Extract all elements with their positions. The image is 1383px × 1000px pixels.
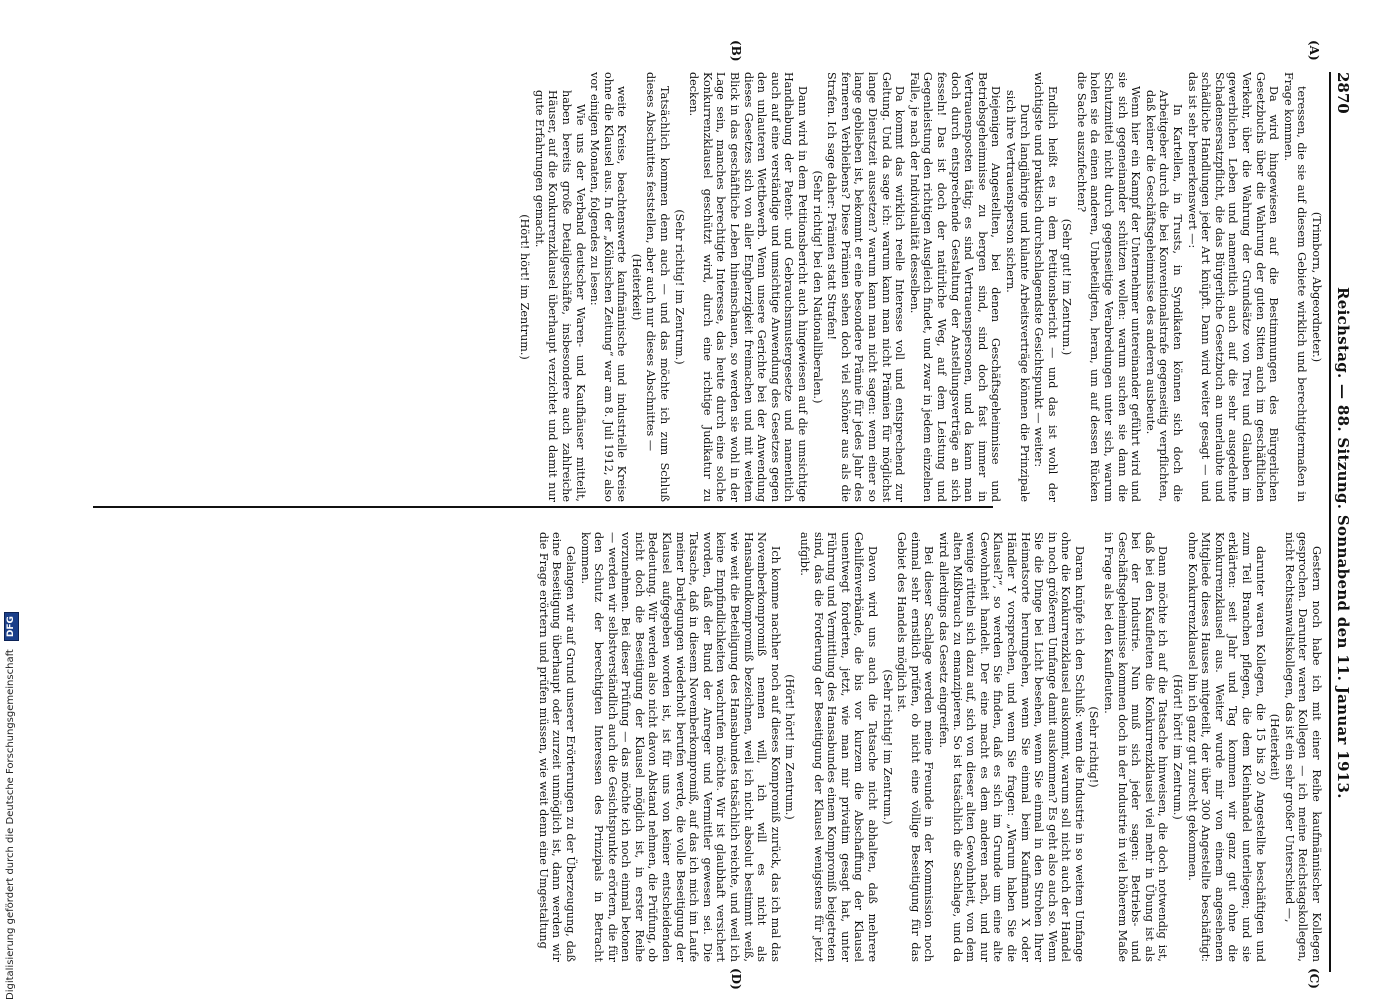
paragraph: Dann möchte ich auf die Tatsache hinweisen, die doch notwendig ist, daß bei den Kaufleuten die Konkurrenzklausel viel mehr in Übung ist als bei der Industrie. Nun muß sich jeder sagen: Betriebs- und Geschäftsgeheimnisse kommen doch in der Industrie in viel höherem Maße in Frage als bei den Kaufleuten. bbox=[1102, 532, 1170, 962]
column-divider bbox=[93, 506, 993, 508]
paragraph: Da kommt das wirklich reelle Interesse voll und entsprechend zur Geltung. Und da sage ich: warum kann man nicht Prämien für möglichst lange Dienstzeit aussetzen? warum kann man nicht sagen: wenn einer so lange geblieben ist, bekommt er eine besondere Prämie für jedes Jahr des ferneren Verbleibens? Diese Prämien sehen doch viel schöner aus als die Strafen. Ich sage daher: Prämien statt Strafen! bbox=[825, 72, 907, 502]
paragraph: teressen, die sie auf diesem Gebiete wirklich und berechtigtermaßen in Frage kommen. bbox=[1281, 72, 1309, 502]
page-number: 2870 bbox=[1334, 72, 1352, 114]
paragraph: Daran knüpfe ich den Schluß: wenn die Industrie in so weitem Umfange ohne die Konkurrenzklausel auskommt, warum soll nicht auch der Handel in noch größerem Umfange damit auskommen? Es geht also auch so. Wenn Sie die Dinge bei Licht besehen, wenn Sie einmal in den Strohen Ihrer Heimatsorte herumgehen, wenn Sie einmal beim Kaufmann X oder Händler Y vorsprechen, und wenn Sie fragen: „Warum haben Sie die Klausel?“, so werden Sie finden, daß es sich im Grunde um eine alte Gewohnheit handelt. Der eine macht es dem anderen nach, und nur wenige rütteln sich dazu auf, sich von dieser alten Gewohnheit, von dem alten Mißbrauch zu emanzipieren. So ist tatsächlich die Sachlage, und da wird allerdings das Gesetz eingreifen. bbox=[936, 532, 1086, 962]
margin-mark-b: (B) bbox=[729, 40, 743, 62]
interjection: (Sehr gut! im Zentrum.) bbox=[1060, 218, 1074, 356]
right-column bbox=[73, 532, 1323, 962]
margin-mark-d: (D) bbox=[729, 968, 743, 990]
interjection: (Heiterkeit) bbox=[1268, 713, 1282, 781]
paragraph: Davon wird uns auch die Tatsache nicht abhalten, daß mehrere Gehilfenverbände, die bis vor kurzem die Abschaffung der Klausel unentwegt forderten, jetzt, wie man mir privatim gesagt hat, unter Führung und Vermittlung des Hansabundes einem Kompromiß beigetreten sind, das die Forderung der Beseitigung der Klausel wenigstens für jetzt aufgibt. bbox=[798, 532, 879, 962]
paragraph: Da wird hingewiesen auf die Bestimmungen des Bürgerlichen Gesetzbuchs über die Wahrung der guten Sitten auch im geschäftlichen Verkehr, über die Wahrung der Grundsätze von Treu und Glauben im gewerblichen Leben und namentlich auch auf die sehr ausgedehnte Schadensersatzpflicht, die das Bürgerliche Gesetzbuch an unerlaubte und schädliche Handlungen jeder Art knüpft. Dann wird weiter gesagt — und das ist sehr bemerkenswert —: bbox=[1185, 72, 1281, 502]
page-title: Reichstag. — 88. Sitzung. Sonnabend den 11. Januar 1913. bbox=[1334, 286, 1352, 799]
left-column bbox=[73, 72, 1323, 502]
paragraph: Ich komme nachher noch auf dieses Kompromiß zurück, das ich mal das Novemberkompromiß nennen will, ich will es nicht als Hansabundkompromiß bezeichnen, weil ich nicht absolut bestimmt weiß, wie weit die Beteiligung des Hansabundes tatsächlich reichte, und weil ich keine Empfindlichkeiten wachrufen möchte. Wir ist glaubhaft versichert worden, daß der Bund der Anreger und Vermittler gewesen sei. Die Tatsache, daß in diesem Novemberkompromiß, auf das ich mich im Laufe meiner Darlegungen wiederholt berufen werde, die volle Beseitigung der Klausel aufgegeben worden ist, ist für uns von keiner entscheidenden Bedeutung. Wir werden also nicht davon Abstand nehmen, die Prüfung, ob nicht doch die Beseitigung der Klausel möglich ist, in erster Reihe vorzunehmen. Bei dieser Prüfung — das möchte ich noch einmal betonen — werden wir selbstverständlich auch die Gesichtspunkte erörtern, die für den Schutz der berechtigten Interessen des Prinzipals in Betracht kommen. bbox=[578, 532, 782, 962]
interjection: (Sehr richtig! im Zentrum.) bbox=[880, 669, 894, 825]
digitization-footer bbox=[2, 340, 20, 1000]
interjection: (Hört! hört! im Zentrum.) bbox=[518, 214, 532, 360]
running-head bbox=[1329, 72, 1355, 972]
interjection: (Sehr richtig! im Zentrum.) bbox=[672, 209, 686, 365]
margin-mark-c: (C) bbox=[1307, 968, 1321, 989]
paragraph: weite Kreise, beachtenswerte kaufmännische und industrielle Kreise ohne die Klausel aus. In der „Kölnischen Zeitung“ war am 8. Juli 1912, also vor einigen Monaten, folgendes zu lesen: bbox=[588, 72, 629, 502]
paragraph: Gestern noch habe ich mit einer Reihe kaufmännischer Kollegen gesprochen. Darunter waren Kollegen — ich meine Reichstagskollegen, nicht Rechtsanwaltskollegen, das ist ein sehr großer Unterschied —, bbox=[1282, 532, 1323, 962]
paragraph: Wenn hier ein Kampf der Unternehmer untereinander geführt wird und sie sich gegeneinander schützen wollen: warum suchen sie dann die Schutzmittel nicht durch gegenseitige Verabredungen unter sich, warum holen sie da einen anderen, Unbeteiligten, heran, um auf dessen Rücken die Sache auszufechten? bbox=[1074, 72, 1143, 502]
quoted-paragraph: Wie uns der Verband deutscher Waren- und Kaufhäuser mitteilt, haben bereits große Detailgeschäfte, insbesondere auch zahlreiche Häuser, auf die Konkurrenzklausel überhaupt verzichtet und damit nur gute Erfahrungen gemacht. bbox=[532, 90, 587, 502]
paragraph: Endlich heißt es in dem Petitionsbericht — und das ist wohl der wichtigste und praktisch durchschlagendste Gesichtspunkt — weiter: bbox=[1032, 72, 1059, 502]
paragraph: Gelangen wir auf Grund unserer Erörterungen zu der Überzeugung, daß eine Beseitigung überhaupt oder zurzeit unmöglich ist, dann werden wir die Frage erörtern und prüfen müssen, wie weit denn eine Umgestaltung bbox=[536, 532, 577, 962]
funding-note: Digitalisierung gefördert durch die Deutsche Forschungsgemeinschaft bbox=[5, 649, 16, 1000]
quoted-paragraph: In Kartellen, in Trusts, in Syndikaten können sich doch die Arbeitgeber durch die bei Konventionalstrafe gegenseitig verpflichten, daß keiner die Geschäftsgeheimnisse des anderen ausbeute. bbox=[1143, 90, 1185, 502]
rotated-document-page bbox=[53, 0, 1383, 1000]
interjection: (Sehr richtig! bei den Nationalliberalen.) bbox=[810, 170, 824, 404]
interjection: (Hört! hört! im Zentrum.) bbox=[783, 674, 797, 820]
paragraph: Tatsächlich kommen denn auch — und das möchte ich zum Schluß dieses Abschnittes feststellen, aber auch nur dieses Abschnittes — bbox=[644, 72, 672, 502]
speaker-label: (Trimborn, Abgeordneter.) bbox=[1310, 211, 1323, 363]
paragraph: darunter waren Kollegen, die 15 bis 20 Angestellte beschäftigen und zum Teil Branchen pflegen, die dem Kleinhandel unterliegen; und sie erklärten: seit Jahr und Tag kommen wir ganz gut ohne die Konkurrenzklausel aus. Weiter wurde mir von einem angesehenen Mitgliede dieses Hauses mitgeteilt, der über 300 Angestellte beschäftigt: ohne Konkurrenzklausel bin ich ganz gut zurecht gekommen. bbox=[1185, 532, 1267, 962]
dfg-logo: DFG bbox=[4, 612, 19, 641]
interjection: (Heiterkeit) bbox=[629, 253, 643, 321]
interjection: (Sehr richtig!) bbox=[1087, 706, 1101, 788]
paragraph: Dann wird in dem Petitionsbericht auch hingewiesen auf die umsichtige Handhabung der Patent- und Gebrauchsmustergesetze und namentlich auch auf eine verständige und umsichtige Anwendung des Gesetzes gegen den unlauteren Wettbewerb. Wenn unsere Gerichte bei der Anwendung dieses Gesetzes sich von aller Engherzigkeit freimachen und mit weitem Blick in das geschäftliche Leben hineinschauen, so werden sie wohl in der Lage sein, manches berechtigte Interesse, das heute durch eine solche Konkurrenzklausel geschützt wird, durch eine richtige Judikatur zu decken. bbox=[687, 72, 810, 502]
footer-strip bbox=[2, 340, 20, 1000]
margin-mark-a: (A) bbox=[1307, 40, 1321, 61]
interjection: (Hört! hört! im Zentrum.) bbox=[1171, 674, 1185, 820]
paragraph: Bei dieser Sachlage werden meine Freunde in der Kommission noch einmal sehr ernstlich prüfen, ob nicht eine völlige Beseitigung für das Gebiet des Handels möglich ist. bbox=[895, 532, 936, 962]
quoted-paragraph: Durch langjährige und kulante Arbeitsverträge können die Prinzipale sich ihre Vertrauensperson sichern. bbox=[1003, 90, 1031, 502]
paragraph: Diejenigen Angestellten, bei denen Geschäftsgeheimnisse und Betriebsgeheimnisse zu bergen sind, sind doch fast immer in Vertrauensposten tätig; es sind Vertrauenspersonen, und da kann man doch durch entsprechende Gestaltung der Anstellungsverträge an sich fesseln! Das ist doch der natürliche Weg, auf dem Leistung und Gegenleistung den richtigen Ausgleich findet, und zwar in jedem einzelnen Falle, je nach der Individualität desselben. bbox=[907, 72, 1003, 502]
